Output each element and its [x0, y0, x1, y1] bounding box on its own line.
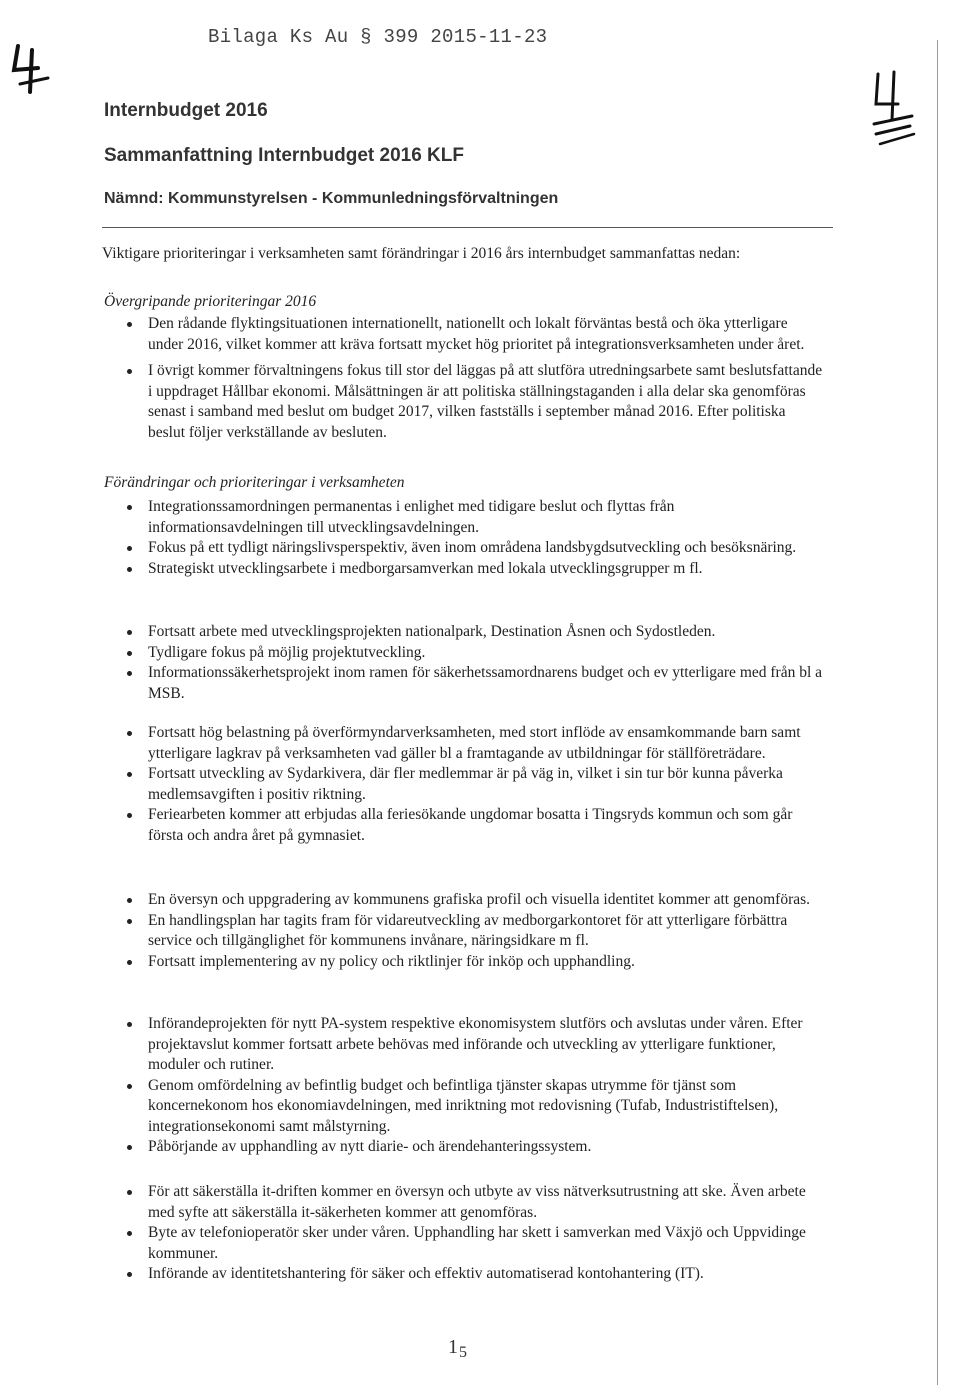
bullet-icon [127, 813, 132, 818]
bullet-icon [127, 322, 132, 327]
list-item: Strategiskt utvecklingsarbete i medborgarsamverkan med lokala utvecklingsgrupper m fl. [124, 559, 824, 580]
changes-group-3 [124, 723, 824, 846]
intro-paragraph: Viktigare prioriteringar i verksamheten samt förändringar i 2016 års internbudget sammanfattas nedan: [102, 245, 741, 262]
changes-group-1 [124, 497, 824, 579]
bullet-icon [127, 1231, 132, 1236]
list-item: En handlingsplan har tagits fram för vidareutveckling av medborgarkontoret för att ytterligare förbättra service och tillgänglighet för kommunens invånare, näringsidkare m fl. [124, 911, 824, 952]
changes-group-2 [124, 622, 824, 704]
bullet-icon [127, 505, 132, 510]
list-item: Genom omfördelning av befintlig budget och befintliga tjänster skapas utrymme för tjänst som koncernekonom hos ekonomiavdelningen, med inriktning mot redovisning (Tufab, Industristiftelsen), integrationsekonomi samt målstyrning. [124, 1076, 824, 1138]
list-item: Feriearbeten kommer att erbjudas alla feriesökande ungdomar bosatta i Tingsryds kommun och som går första och andra året på gymnasiet. [124, 805, 824, 846]
list-item: Fokus på ett tydligt näringslivsperspektiv, även inom områdena landsbygdsutveckling och besöksnäring. [124, 538, 824, 559]
bullet-icon [127, 567, 132, 572]
list-item: Den rådande flyktingsituationen internationellt, nationellt och lokalt förväntas bestå och öka ytterligare under 2016, vilket kommer att kräva fortsatt mycket hög prioritet på integrationsverksamheten under året. [124, 314, 824, 355]
document-title: Internbudget 2016 [104, 100, 268, 121]
changes-group-4 [124, 890, 824, 972]
bullet-icon [127, 630, 132, 635]
list-item: Byte av telefonioperatör sker under våren. Upphandling har skett i samverkan med Växjö och Uppvidinge kommuner. [124, 1223, 824, 1264]
bullet-icon [127, 1022, 132, 1027]
header-divider [102, 227, 833, 228]
bullet-icon [127, 960, 132, 965]
list-item: Informationssäkerhetsprojekt inom ramen för säkerhetssamordnarens budget och ev ytterligare med från bl a MSB. [124, 663, 824, 704]
bullet-icon [127, 671, 132, 676]
list-item: För att säkerställa it-driften kommer en översyn och utbyte av viss nätverksutrustning att ske. Även arbete med syfte att säkerställa it-säkerheten kommer att genomföras. [124, 1182, 824, 1223]
document-subtitle: Sammanfattning Internbudget 2016 KLF [104, 145, 464, 166]
page-number-sub: 5 [459, 1344, 467, 1361]
list-item: I övrigt kommer förvaltningens fokus till stor del läggas på att slutföra utredningsarbete samt beslutsfattande i uppdraget Hållbar ekonomi. Målsättningen är att politiska ställningstaganden i alla delar ska genomföras senast i samband med beslut om budget 2017, vilken fastställs i september månad 2016. Efter politiska beslut följer verkställande av besluten. [124, 361, 824, 443]
bullet-icon [127, 772, 132, 777]
list-item: Införande av identitetshantering för säker och effektiv automatiserad kontohantering (IT). [124, 1264, 824, 1285]
section-heading-changes-priorities: Förändringar och prioriteringar i verksamheten [104, 474, 405, 491]
handwritten-page-mark-right [868, 68, 918, 150]
committee-line: Nämnd: Kommunstyrelsen - Kommunledningsförvaltningen [104, 190, 559, 207]
changes-group-5 [124, 1014, 824, 1158]
page-number [448, 1336, 467, 1359]
list-item: Fortsatt arbete med utvecklingsprojekten nationalpark, Destination Åsnen och Sydostleden. [124, 622, 824, 643]
list-item: Fortsatt utveckling av Sydarkivera, där fler medlemmar är på väg in, vilket i sin tur bör kunna påverka medlemsavgiften i positiv riktning. [124, 764, 824, 805]
bullet-icon [127, 546, 132, 551]
handwritten-page-mark-left [8, 38, 54, 98]
bullet-icon [127, 919, 132, 924]
changes-group-6 [124, 1182, 824, 1285]
bullet-icon [127, 651, 132, 656]
page-number-main: 1 [448, 1336, 458, 1358]
list-item: Tydligare fokus på möjlig projektutveckling. [124, 643, 824, 664]
bullet-icon [127, 369, 132, 374]
bullet-icon [127, 1190, 132, 1195]
bullet-icon [127, 1084, 132, 1089]
list-item: Integrationssamordningen permanentas i enlighet med tidigare beslut och flyttas från informationsavdelningen till utvecklingsavdelningen. [124, 497, 824, 538]
page-edge-line [937, 40, 938, 1385]
list-item: En översyn och uppgradering av kommunens grafiska profil och visuella identitet kommer att genomföras. [124, 890, 824, 911]
list-item: Införandeprojekten för nytt PA-system respektive ekonomisystem slutförs och avslutas under våren. Efter projektavslut kommer fortsatt arbete behövas med införande och utveckling av ytterligare funktioner, moduler och rutiner. [124, 1014, 824, 1076]
bullet-icon [127, 1145, 132, 1150]
document-reference: Bilaga Ks Au § 399 2015-11-23 [208, 26, 548, 48]
bullet-icon [127, 898, 132, 903]
bullet-icon [127, 731, 132, 736]
bullet-icon [127, 1272, 132, 1277]
list-item: Påbörjande av upphandling av nytt diarie- och ärendehanteringssystem. [124, 1137, 824, 1158]
list-item: Fortsatt implementering av ny policy och riktlinjer för inköp och upphandling. [124, 952, 824, 973]
list-item: Fortsatt hög belastning på överförmyndarverksamheten, med stort inflöde av ensamkommande barn samt ytterligare lagkrav på verksamheten vad gäller bl a framtagande av utbildningar för ställföreträdare. [124, 723, 824, 764]
section-heading-overall-priorities: Övergripande prioriteringar 2016 [104, 293, 317, 310]
overall-priorities-list [124, 314, 824, 449]
